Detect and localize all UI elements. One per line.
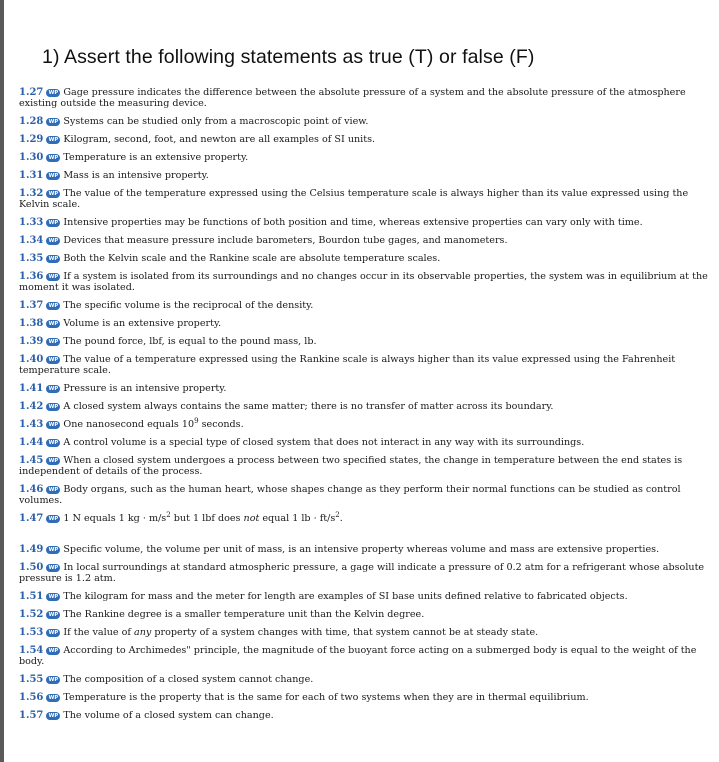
wileyplus-badge-icon: WP [46,356,60,364]
wileyplus-badge-icon: WP [46,421,60,429]
statement-item [19,318,709,329]
statement-text-part: 1 N equals 1 kg · m/s [63,513,167,524]
statement-text-part: Specific volume, the volume per unit of mass, is an intensive property whereas volume and mass are extensive properties. [63,544,660,555]
statement-text-part: Temperature is the property that is the same for each of two systems when they are in thermal equilibrium. [63,692,589,703]
statement-text [63,627,538,638]
statement-text [63,609,424,620]
problem-number: 1.33 [19,217,44,228]
statement-text-part: Intensive properties may be functions of both position and time, whereas extensive properties can vary only with time. [63,217,643,228]
statement-text-part: Pressure is an intensive property. [63,383,227,394]
problem-number: 1.56 [19,692,44,703]
statement-text [63,416,244,430]
statement-text [63,134,375,145]
statement-text [19,484,681,506]
problem-number: 1.41 [19,383,44,394]
problem-number: 1.57 [19,710,44,721]
statement-text-part: Temperature is an extensive property. [63,152,249,163]
wileyplus-badge-icon: WP [46,172,60,180]
wileyplus-badge-icon: WP [46,486,60,494]
statement-text [63,591,627,602]
statement-text [19,271,708,293]
statement-item [19,627,709,638]
statement-text-part: If a system is isolated from its surroundings and no changes occur in its observable properties, the system was in equilibrium at the moment it was isolated. [19,271,708,293]
problem-number: 1.35 [19,253,44,264]
problem-number: 1.34 [19,235,44,246]
statement-item [19,645,709,667]
statement-text-part: If the value of [63,627,135,638]
problem-number: 1.39 [19,336,44,347]
problem-number: 1.40 [19,354,44,365]
statement-text-part: The kilogram for mass and the meter for length are examples of SI base units defined relative to fabricated objects. [63,591,628,602]
problem-number: 1.32 [19,188,44,199]
statement-item [19,692,709,703]
statement-text [63,300,313,311]
page-title: 1) Assert the following statements as true (T) or false (F) [42,46,535,68]
problem-number: 1.29 [19,134,44,145]
statement-item [19,271,709,293]
statement-text-part: equal 1 lb · ft/s [259,513,336,524]
statement-item [19,188,709,210]
statement-text-part: A closed system always contains the same matter; there is no transfer of matter across its boundary. [63,401,554,412]
wileyplus-badge-icon: WP [46,154,60,162]
problem-number: 1.42 [19,401,44,412]
statement-item [19,416,709,430]
problem-number: 1.45 [19,455,44,466]
wileyplus-badge-icon: WP [46,385,60,393]
statement-text-part: The Rankine degree is a smaller temperature unit than the Kelvin degree. [63,609,425,620]
wileyplus-badge-icon: WP [46,457,60,465]
statement-text-part: In local surroundings at standard atmospheric pressure, a gage will indicate a pressure of 0.2 atm for a refrigerant whose absolute pressure is 1.2 atm. [19,562,705,584]
statement-text [63,674,313,685]
statement-text [19,562,704,584]
statement-text [63,152,248,163]
problem-number: 1.38 [19,318,44,329]
statement-text [19,455,682,477]
statement-text [19,645,696,667]
statement-text-part: Systems can be studied only from a macroscopic point of view. [63,116,369,127]
statement-item [19,235,709,246]
statement-item [19,217,709,228]
wileyplus-badge-icon: WP [46,403,60,411]
wileyplus-badge-icon: WP [46,515,60,523]
wileyplus-badge-icon: WP [46,593,60,601]
statement-item [19,455,709,477]
statement-text-part: The pound force, lbf, is equal to the pound mass, lb. [63,336,317,347]
wileyplus-badge-icon: WP [46,118,60,126]
problem-number: 1.28 [19,116,44,127]
statement-text-part: seconds. [198,419,244,430]
statement-text-part: The value of a temperature expressed using the Rankine scale is always higher than its value expressed using the Fahrenheit temperature scale. [19,354,676,376]
problem-number: 1.47 [19,513,44,524]
statement-text-part: One nanosecond equals 10 [63,419,195,430]
problem-number: 1.36 [19,271,44,282]
statement-text-part: When a closed system undergoes a process between two specified states, the change in temperature between the end states is independent of details of the process. [19,455,683,477]
problem-number: 1.50 [19,562,44,573]
statement-item [19,116,709,127]
wileyplus-badge-icon: WP [46,676,60,684]
statement-text [63,692,588,703]
statement-text [63,710,273,721]
wileyplus-badge-icon: WP [46,611,60,619]
statement-text-part: 2 [166,510,171,519]
problem-number: 1.51 [19,591,44,602]
statement-text [63,383,226,394]
statement-text-part: Both the Kelvin scale and the Rankine scale are absolute temperature scales. [63,253,441,264]
statement-text-part: Volume is an extensive property. [63,318,222,329]
statement-text-part: any [134,627,152,638]
wileyplus-badge-icon: WP [46,320,60,328]
statement-item [19,710,709,721]
statement-item [19,437,709,448]
wileyplus-badge-icon: WP [46,255,60,263]
statement-text [19,188,688,210]
statement-text-part: Mass is an intensive property. [63,170,209,181]
statement-text [63,116,368,127]
statement-item [19,87,709,109]
statement-text [63,401,553,412]
statement-item [19,134,709,145]
problem-number: 1.46 [19,484,44,495]
problem-number: 1.54 [19,645,44,656]
statement-text-part: The composition of a closed system cannot change. [63,674,314,685]
problem-number: 1.30 [19,152,44,163]
statement-text [63,217,642,228]
problem-number: 1.31 [19,170,44,181]
statement-item [19,591,709,602]
statement-item [19,336,709,347]
wileyplus-badge-icon: WP [46,219,60,227]
problem-number: 1.37 [19,300,44,311]
statement-text-part: 2 [335,510,340,519]
statement-item [19,300,709,311]
statement-list [19,87,709,728]
wileyplus-badge-icon: WP [46,237,60,245]
wileyplus-badge-icon: WP [46,338,60,346]
statement-text-part: A control volume is a special type of closed system that does not interact in any way with its surroundings. [63,437,585,448]
statement-item [19,354,709,376]
problem-number: 1.27 [19,87,44,98]
wileyplus-badge-icon: WP [46,712,60,720]
problem-number: 1.55 [19,674,44,685]
wileyplus-badge-icon: WP [46,190,60,198]
statement-item [19,544,709,555]
wileyplus-badge-icon: WP [46,647,60,655]
statement-text-part: Gage pressure indicates the difference between the absolute pressure of a system and the absolute pressure of the atmosphere existing outside the measuring device. [19,87,686,109]
statement-text-part: The volume of a closed system can change. [63,710,274,721]
statement-item [19,170,709,181]
statement-text-part: property of a system changes with time, that system cannot be at steady state. [151,627,539,638]
statement-text [19,354,675,376]
wileyplus-badge-icon: WP [46,439,60,447]
wileyplus-badge-icon: WP [46,546,60,554]
statement-text-part: The specific volume is the reciprocal of the density. [63,300,314,311]
wileyplus-badge-icon: WP [46,302,60,310]
statement-item [19,674,709,685]
statement-item [19,484,709,506]
problem-number: 1.49 [19,544,44,555]
statement-text-part: Devices that measure pressure include barometers, Bourdon tube gages, and manometers. [63,235,508,246]
statement-text [19,87,686,109]
statement-item [19,253,709,264]
statement-text-part: not [243,513,260,524]
statement-text [63,253,440,264]
statement-item [19,609,709,620]
statement-text-part: Body organs, such as the human heart, whose shapes change as they perform their normal functions can be studied as control volumes. [19,484,681,506]
statement-text-part: but 1 lbf does [170,513,244,524]
statement-item [19,562,709,584]
problem-number: 1.43 [19,419,44,430]
statement-item [19,401,709,412]
statement-text [63,318,221,329]
statement-text [63,510,343,524]
statement-text [63,235,507,246]
wileyplus-badge-icon: WP [46,629,60,637]
wileyplus-badge-icon: WP [46,273,60,281]
statement-item [19,152,709,163]
statement-text [63,170,208,181]
statement-item [19,383,709,394]
wileyplus-badge-icon: WP [46,136,60,144]
problem-number: 1.44 [19,437,44,448]
statement-text-part: 9 [194,416,199,425]
statement-text [63,336,316,347]
statement-text-part: The value of the temperature expressed using the Celsius temperature scale is always higher than its value expressed using the Kelvin scale. [19,188,689,210]
statement-text-part: According to Archimedes" principle, the magnitude of the buoyant force acting on a submerged body is equal to the weight of the body. [19,645,697,667]
statement-text [63,437,584,448]
statement-text-part: Kilogram, second, foot, and newton are all examples of SI units. [63,134,376,145]
statement-text [63,544,659,555]
problem-number: 1.53 [19,627,44,638]
statement-item [19,510,709,524]
wileyplus-badge-icon: WP [46,89,60,97]
wileyplus-badge-icon: WP [46,694,60,702]
statement-text-part: . [339,513,343,524]
wileyplus-badge-icon: WP [46,564,60,572]
problem-number: 1.52 [19,609,44,620]
